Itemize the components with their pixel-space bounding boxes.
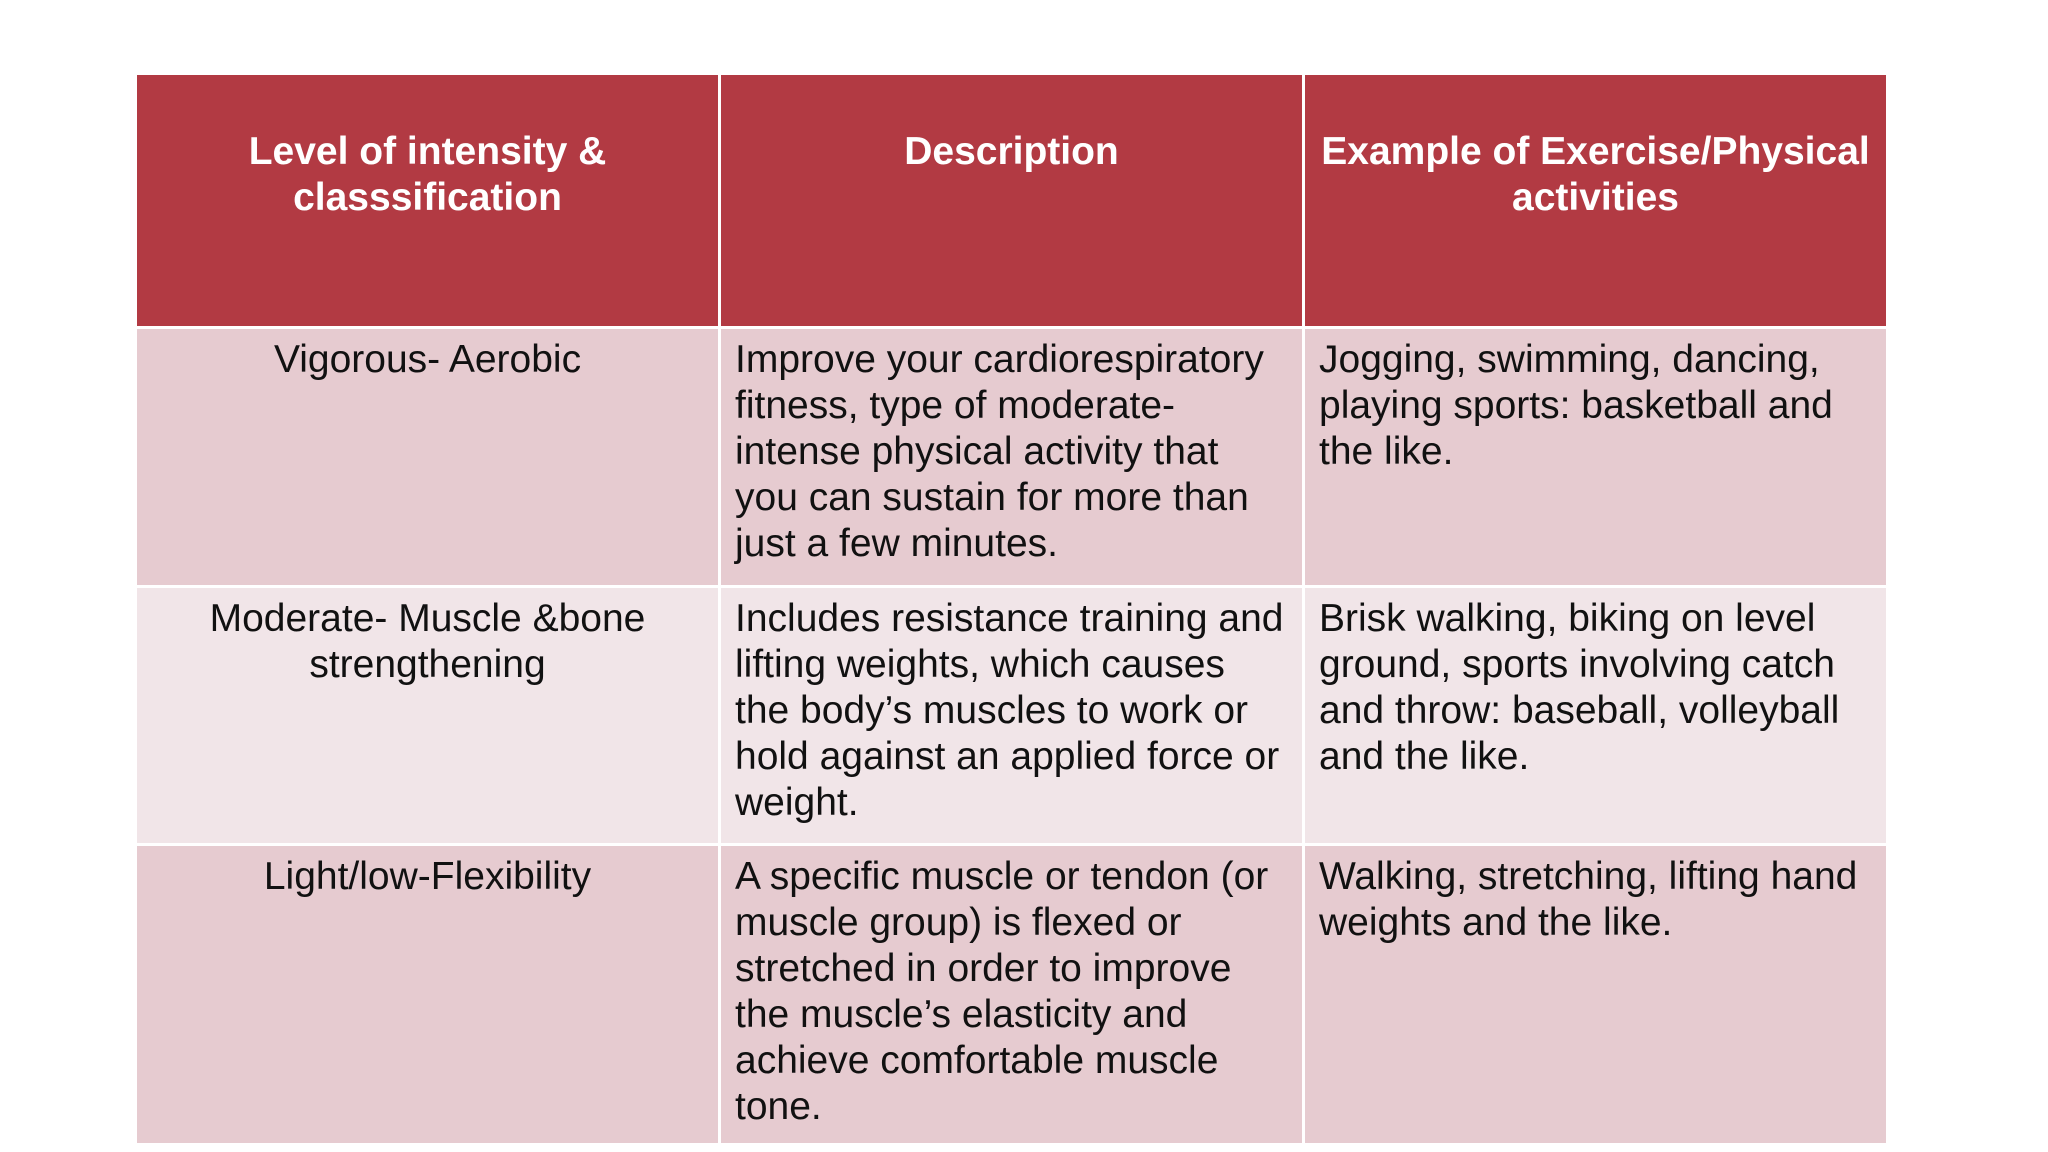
intensity-table — [134, 72, 1889, 1146]
examples-cell: Walking, stretching, lifting hand weights and the like. — [1304, 845, 1888, 1145]
table-row — [136, 845, 1888, 1145]
description-cell: Improve your cardiorespiratory fitness, type of moderate-intense physical activity that you can sustain for more than just a few minutes. — [720, 328, 1304, 587]
table-row — [136, 587, 1888, 845]
header-examples: Example of Exercise/Physical activities — [1304, 74, 1888, 328]
examples-cell: Brisk walking, biking on level ground, sports involving catch and throw: baseball, volleyball and the like. — [1304, 587, 1888, 845]
level-cell: Light/low-Flexibility — [136, 845, 720, 1145]
level-cell: Vigorous- Aerobic — [136, 328, 720, 587]
level-cell: Moderate- Muscle &bone strengthening — [136, 587, 720, 845]
examples-cell: Jogging, swimming, dancing, playing sports: basketball and the like. — [1304, 328, 1888, 587]
header-description: Description — [720, 74, 1304, 328]
table-header-row — [136, 74, 1888, 328]
description-cell: Includes resistance training and lifting weights, which causes the body’s muscles to work or hold against an applied force or weight. — [720, 587, 1304, 845]
header-level: Level of intensity & classsification — [136, 74, 720, 328]
table-row — [136, 328, 1888, 587]
description-cell: A specific muscle or tendon (or muscle group) is flexed or stretched in order to improve the muscle’s elasticity and achieve comfortable muscle tone. — [720, 845, 1304, 1145]
